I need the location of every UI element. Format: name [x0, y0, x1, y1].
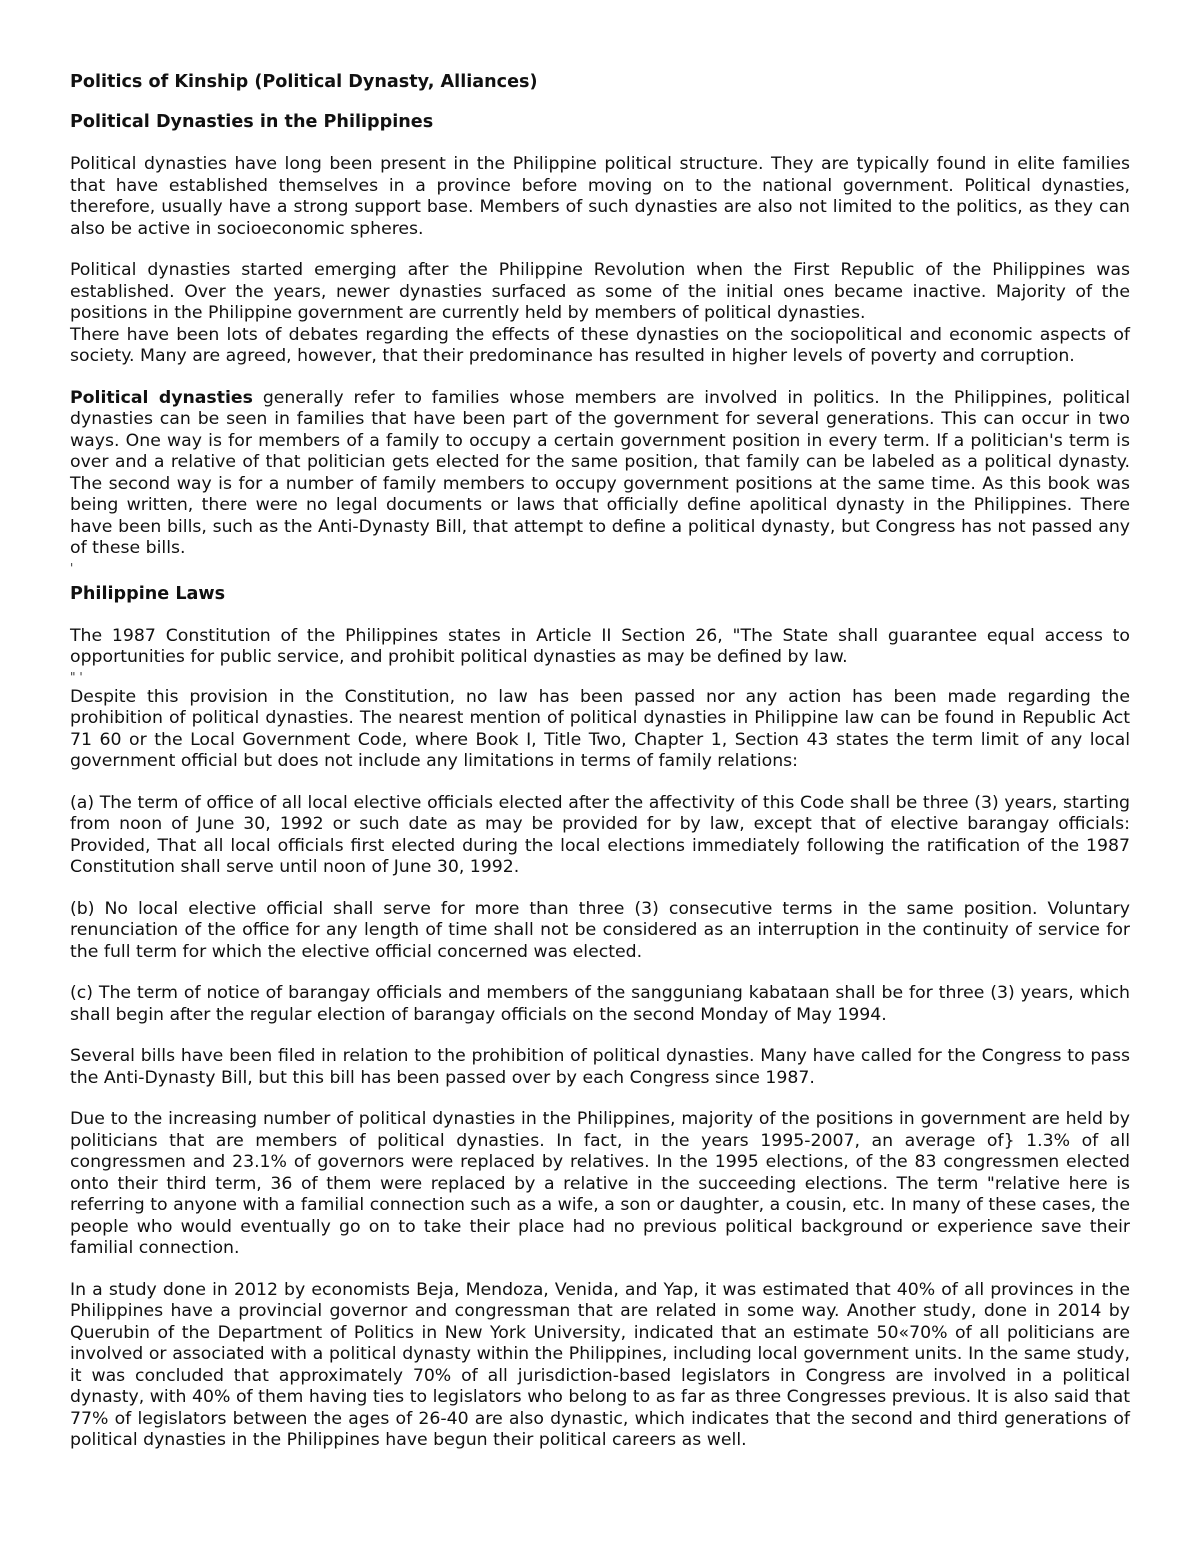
paragraph-studies: In a study done in 2012 by economists Beja, Mendoza, Venida, and Yap, it was estimated that 40% of all provinces in the Philippines have a provincial governor and congressman that are related in some way. Another study, done in 2014 by Querubin of the Department of Politics in New York University, indicated that an estimate 50«70% of all politicians are involved or associated with a political dynasty within the Philippines, including local government units. In the same study, it was concluded that approximately 70% of all jurisdiction-based legislators in Congress are involved in a political dynasty, with 40% of them having ties to legislators who belong to as far as three Congresses previous. It is also said that 77% of legislators between the ages of 26-40 are also dynastic, which indicates that the second and third generations of political dynasties in the Philippines have begun their political careers as well.: [70, 1279, 1130, 1450]
paragraph-constitution: The 1987 Constitution of the Philippines states in Article II Section 26, "The State shall guarantee equal access to opportunities for public service, and prohibit political dynasties as may be defined by law.: [70, 625, 1130, 667]
document-title: Politics of Kinship (Political Dynasty, Alliances): [70, 72, 538, 92]
stray-mark: " ': [70, 669, 83, 684]
paragraph-definition: [70, 388, 1130, 560]
paragraph-statistics: Due to the increasing number of political dynasties in the Philippines, majority of the positions in government are held by politicians that are members of political dynasties. In fact, in the years 1995-2007, an average of} 1.3% of all congressmen and 23.1% of governors were replaced by relatives. In the 1995 elections, of the 83 congressmen elected onto their third term, 36 of them were replaced by a relative in the succeeding elections. The term "relative here is referring to anyone with a familial connection such as a wife, a son or daughter, a cousin, etc. In many of these cases, the people who would eventually go on to take their place had no previous political background or experience save their familial connection.: [70, 1109, 1130, 1258]
paragraph-bills: Several bills have been filed in relation to the prohibition of political dynasties. Many have called for the Congress to pass the Anti-Dynasty Bill, but this bill has been passed over by each Congress since 1987.: [70, 1046, 1130, 1088]
paragraph-clause-a: (a) The term of office of all local elective officials elected after the affectivity of this Code shall be three (3) years, starting from noon of June 30, 1992 or such date as may be provided for by law, except that of elective barangay officials: Provided, That all local officials first elected during the local elections immediately following the ratification of the 1987 Constitution shall serve until noon of June 30, 1992.: [70, 792, 1130, 877]
definition-text: generally refer to families whose members are involved in politics. In the Philippines, political dynasties can be seen in families that have been part of the government for several generations. This can occur in two ways. One way is for members of a family to occupy a certain government position in every term. If a politician's term is over and a relative of that politician gets elected for the same position, that family can be labeled as a political dynasty. The second way is for a number of family members to occupy government positions at the same time. As this book was being written, there were no legal documents or laws that officially define apolitical dynasty in the Philippines. There have been bills, such as the Anti-Dynasty Bill, that attempt to define a political dynasty, but Congress has not passed any of these bills.: [70, 387, 1130, 558]
paragraph-provision: Despite this provision in the Constitution, no law has been passed nor any action has been made regarding the prohibition of political dynasties. The nearest mention of political dynasties in Philippine law can be found in Republic Act 71 60 or the Local Government Code, where Book I, Title Two, Chapter 1, Section 43 states the term limit of any local government official but does not include any limitations in terms of family relations:: [70, 686, 1130, 771]
definition-term: Political dynasties: [70, 387, 253, 408]
stray-mark: ': [70, 560, 74, 575]
section-heading-dynasties: Political Dynasties in the Philippines: [70, 112, 434, 132]
paragraph-history: Political dynasties have long been present in the Philippine political structure. They are typically found in elite families that have established themselves in a province before moving on to the national government. Political dynasties, therefore, usually have a strong support base. Members of such dynasties are also not limited to the politics, as they can also be active in socioeconomic spheres.: [70, 154, 1130, 239]
paragraph-clause-b: (b) No local elective official shall serve for more than three (3) consecutive terms in the same position. Voluntary renunciation of the office for any length of time shall not be considered as an interruption in the continuity of service for the full term for which the elective official concerned was elected.: [70, 898, 1130, 962]
paragraph-debates: There have been lots of debates regarding the effects of these dynasties on the sociopolitical and economic aspects of society. Many are agreed, however, that their predominance has resulted in higher levels of poverty and corruption.: [70, 324, 1130, 366]
paragraph-emergence: Political dynasties started emerging after the Philippine Revolution when the First Republic of the Philippines was established. Over the years, newer dynasties surfaced as some of the initial ones became inactive. Majority of the positions in the Philippine government are currently held by members of political dynasties.: [70, 260, 1130, 323]
section-heading-laws: Philippine Laws: [70, 583, 226, 604]
paragraph-clause-c: (c) The term of notice of barangay officials and members of the sangguniang kabataan shall be for three (3) years, which shall begin after the regular election of barangay officials on the second Monday of May 1994.: [70, 983, 1130, 1025]
